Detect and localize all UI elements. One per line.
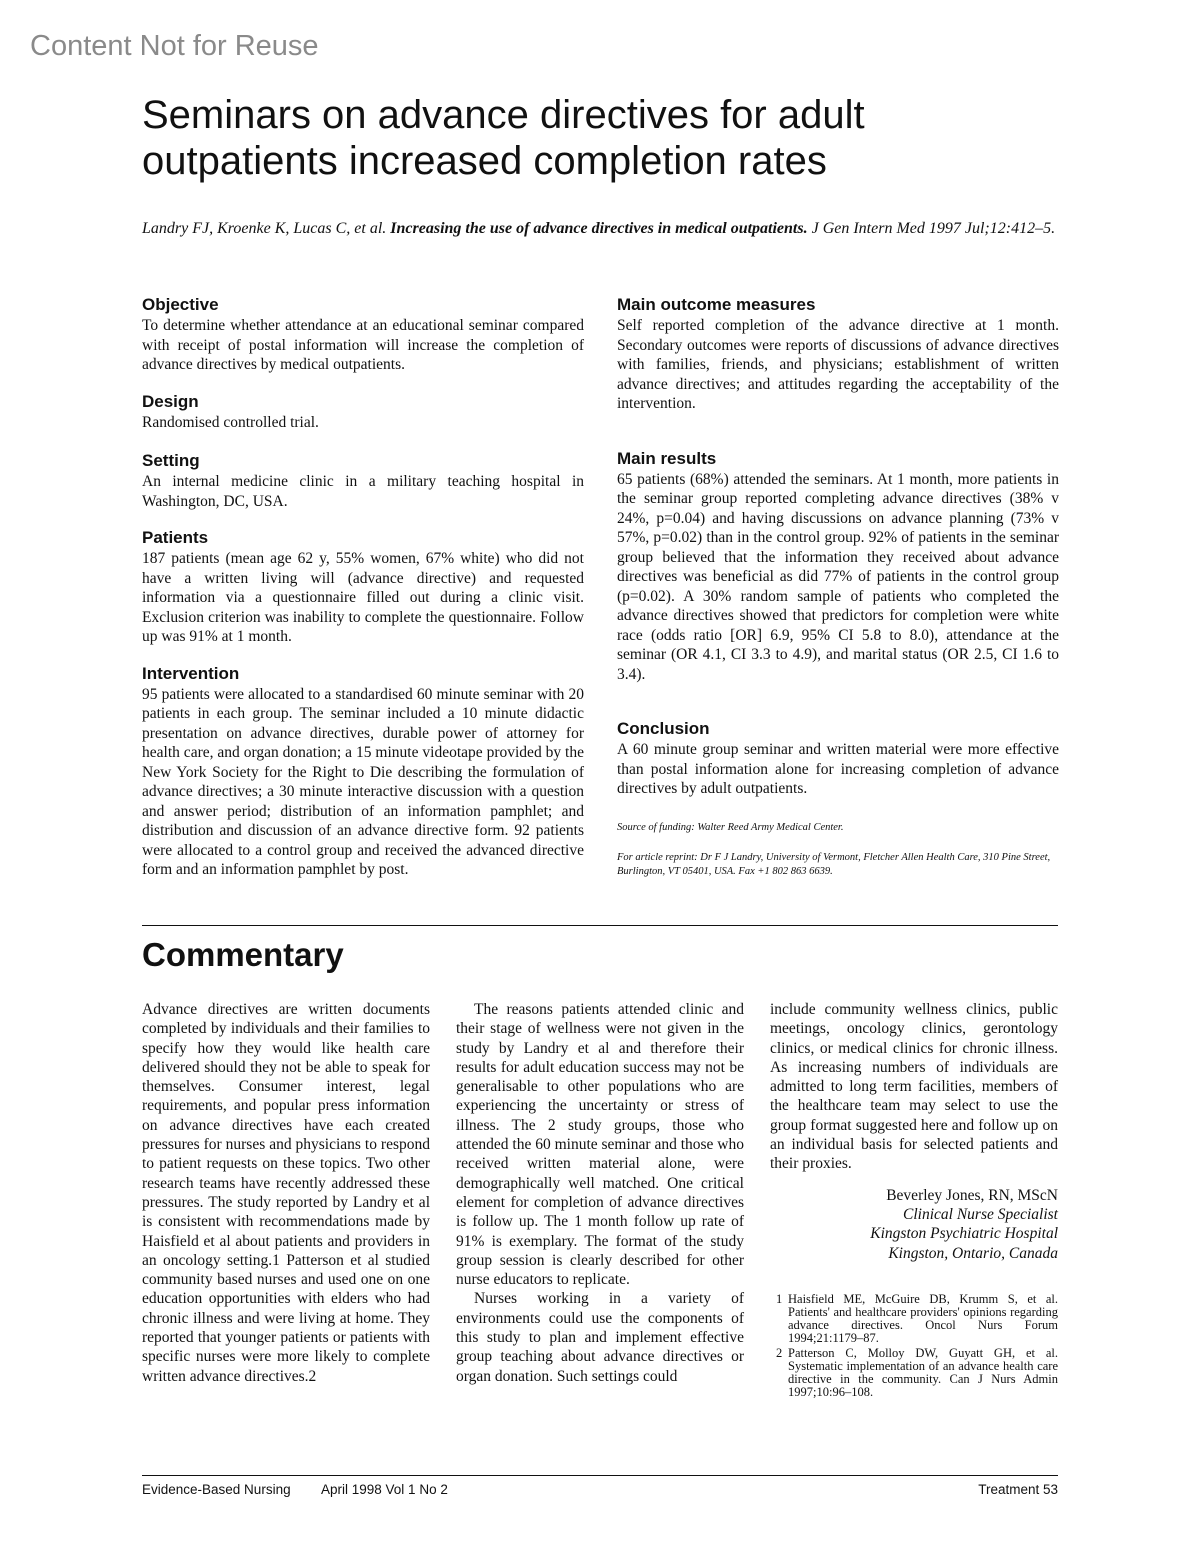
section-heading: Conclusion	[617, 719, 710, 738]
author-signature	[770, 1186, 1058, 1263]
abstract-right-column	[617, 294, 1059, 879]
section-heading: Main outcome measures	[617, 295, 816, 314]
section-body: A 60 minute group seminar and written material were more effective than postal information alone for increasing completion of advance directives by adult outpatients.	[617, 741, 1059, 797]
author-name: Beverley Jones, RN, MScN	[886, 1186, 1058, 1204]
footer-issue: April 1998 Vol 1 No 2	[321, 1482, 448, 1497]
footer-divider	[142, 1475, 1058, 1476]
reprint-note: For article reprint: Dr F J Landry, University of Vermont, Fletcher Allen Health Care, 310 Pine Street, Burlington, VT 05401, USA. Fax +1 802 863 6639.	[617, 851, 1051, 877]
section-body: An internal medicine clinic in a military teaching hospital in Washington, DC, USA.	[142, 473, 584, 510]
reference-item	[770, 1347, 1058, 1399]
section-heading: Intervention	[142, 663, 240, 683]
section-heading: Design	[142, 391, 199, 411]
section-heading: Main results	[617, 448, 717, 468]
references-list	[770, 1293, 1058, 1399]
section-conclusion	[617, 718, 1059, 799]
reference-text: Patterson C, Molloy DW, Guyatt GH, et al. Systematic implementation of an advance health care directive in the community. Can J Nurs Admin 1997;10:96–108.	[788, 1345, 1058, 1399]
author-title: Clinical Nurse Specialist	[903, 1205, 1058, 1223]
commentary-heading: Commentary	[142, 936, 344, 973]
section-body: To determine whether attendance at an educational seminar compared with receipt of postal information will increase the completion of advance directives by medical outpatients.	[142, 317, 584, 373]
footer-section-page: Treatment 53	[978, 1482, 1058, 1497]
author-affiliation: Kingston Psychiatric Hospital	[870, 1225, 1058, 1243]
section-main-outcome-measures	[617, 294, 1059, 414]
reference-item	[770, 1293, 1058, 1345]
section-body: 95 patients were allocated to a standardised 60 minute seminar with 20 patients in each group. The seminar included a 10 minute didactic presentation on advance directives, durable power of attorney for health care, and organ donation; a 15 minute videotape provided by the New York Society for the Right to Die describing the formulation of advance directives; a 30 minute interactive discussion with a question and answer period; distribution of an information pamphlet; and distribution and discussion of an advance directive form. 92 patients were allocated to a control group and received the advanced directive form and an information pamphlet by post.	[142, 685, 584, 878]
commentary-column-1	[142, 1000, 430, 1386]
page-title	[142, 92, 1042, 184]
commentary-paragraph: Nurses working in a variety of environments could use the components of this study to plan and implement effective group teaching about advance directives or organ donation. Such settings could	[456, 1290, 744, 1385]
section-body: Randomised controlled trial.	[142, 413, 319, 431]
section-patients	[142, 527, 584, 647]
footer-journal-name: Evidence-Based Nursing	[142, 1482, 291, 1497]
commentary-paragraph: include community wellness clinics, public meetings, oncology clinics, gerontology clinics, or medical clinics for chronic illness. As increasing numbers of individuals are admitted to long term facilities, members of the healthcare team may select to use the group format suggested here and follow up on an individual basis for selected patients and their proxies.	[770, 1001, 1058, 1173]
section-body: Self reported completion of the advance directive at 1 month. Secondary outcomes were reports of discussions of advance directives with families, friends, and physicians; establishment of written advance directives; and attitudes regarding the acceptability of the intervention.	[617, 317, 1059, 412]
reference-text: Haisfield ME, McGuire DB, Krumm S, et al. Patients' and healthcare providers' opinions regarding advance directives. Oncol Nurs Forum 1994;21:1179–87.	[788, 1291, 1058, 1345]
section-objective	[142, 294, 584, 375]
citation-journal: J Gen Intern Med 1997 Jul;12:412–5.	[811, 220, 1056, 237]
section-setting	[142, 450, 584, 511]
author-location: Kingston, Ontario, Canada	[888, 1244, 1058, 1262]
citation-article-title: Increasing the use of advance directives in medical outpatients.	[390, 220, 808, 237]
commentary-column-2	[456, 1000, 744, 1386]
title-line-2: outpatients increased completion rates	[142, 139, 827, 183]
commentary-paragraph: The reasons patients attended clinic and their stage of wellness were not given in the study by Landry et al and therefore their results for adult education success may not be generalisable to other populations who are experiencing the uncertainty or stress of illness. The 2 study groups, those who attended the 60 minute seminar and those who received written material alone, were demographically well matched. One critical element for completion of advance directives is follow up. The 1 month follow up rate of 91% is exemplary. The format of the study group session is clearly described for other nurse educators to replicate.	[456, 1001, 744, 1289]
section-heading: Patients	[142, 528, 209, 547]
abstract-left-column	[142, 294, 584, 880]
funding-note: Source of funding: Walter Reed Army Medical Center.	[617, 821, 844, 833]
section-heading: Objective	[142, 295, 219, 314]
watermark: Content Not for Reuse	[30, 30, 319, 62]
citation	[142, 218, 1062, 239]
commentary-paragraph: Advance directives are written documents completed by individuals and their families to specify how they would like health care delivered should they not be able to speak for themselves. Consumer interest, legal requirements, and popular press information on advance directives have each created pressures for nurses and physicians to respond to patient requests on these topics. Two other research teams have recently addressed these pressures. The study reported by Landry et al is consistent with recommendations made by Haisfield et al about patients and providers in an oncology setting.1 Patterson et al studied community based nurses and used one on one education opportunities with elders who had chronic illness and were living at home. They reported that younger patients or patients with specific nurses were more likely to complete written advance directives.2	[142, 1001, 430, 1385]
commentary-column-3	[770, 1000, 1058, 1401]
title-line-1: Seminars on advance directives for adult	[142, 93, 865, 137]
section-body: 65 patients (68%) attended the seminars. At 1 month, more patients in the seminar group reported completing advance directives (38% v 24%, p=0.04) and having discussions on advance planning (73% v 57%, p=0.02) than in the control group. 92% of patients in the seminar group believed that the information they received about advance directives was beneficial as did 77% of patients in the control group (p=0.02). A 30% random sample of patients who completed the advance directives showed that predictors for completion were white race (odds ratio [OR] 6.9, 95% CI 5.8 to 8.0), attendance at the seminar (OR 4.1, CI 3.3 to 4.9), and marital status (OR 2.5, CI 1.6 to 3.4).	[617, 470, 1059, 683]
section-intervention	[142, 663, 584, 880]
section-body: 187 patients (mean age 62 y, 55% women, 67% white) who did not have a written living will (advance directive) and requested information via a questionnaire filled out during a clinic visit. Exclusion criterion was inability to complete the questionnaire. Follow up was 91% at 1 month.	[142, 550, 584, 645]
section-divider	[142, 925, 1058, 926]
reference-number: 2	[776, 1345, 783, 1360]
citation-authors: Landry FJ, Kroenke K, Lucas C, et al.	[142, 220, 387, 237]
reference-number: 1	[776, 1291, 783, 1306]
section-design	[142, 391, 584, 433]
section-main-results	[617, 448, 1059, 685]
section-heading: Setting	[142, 451, 200, 470]
